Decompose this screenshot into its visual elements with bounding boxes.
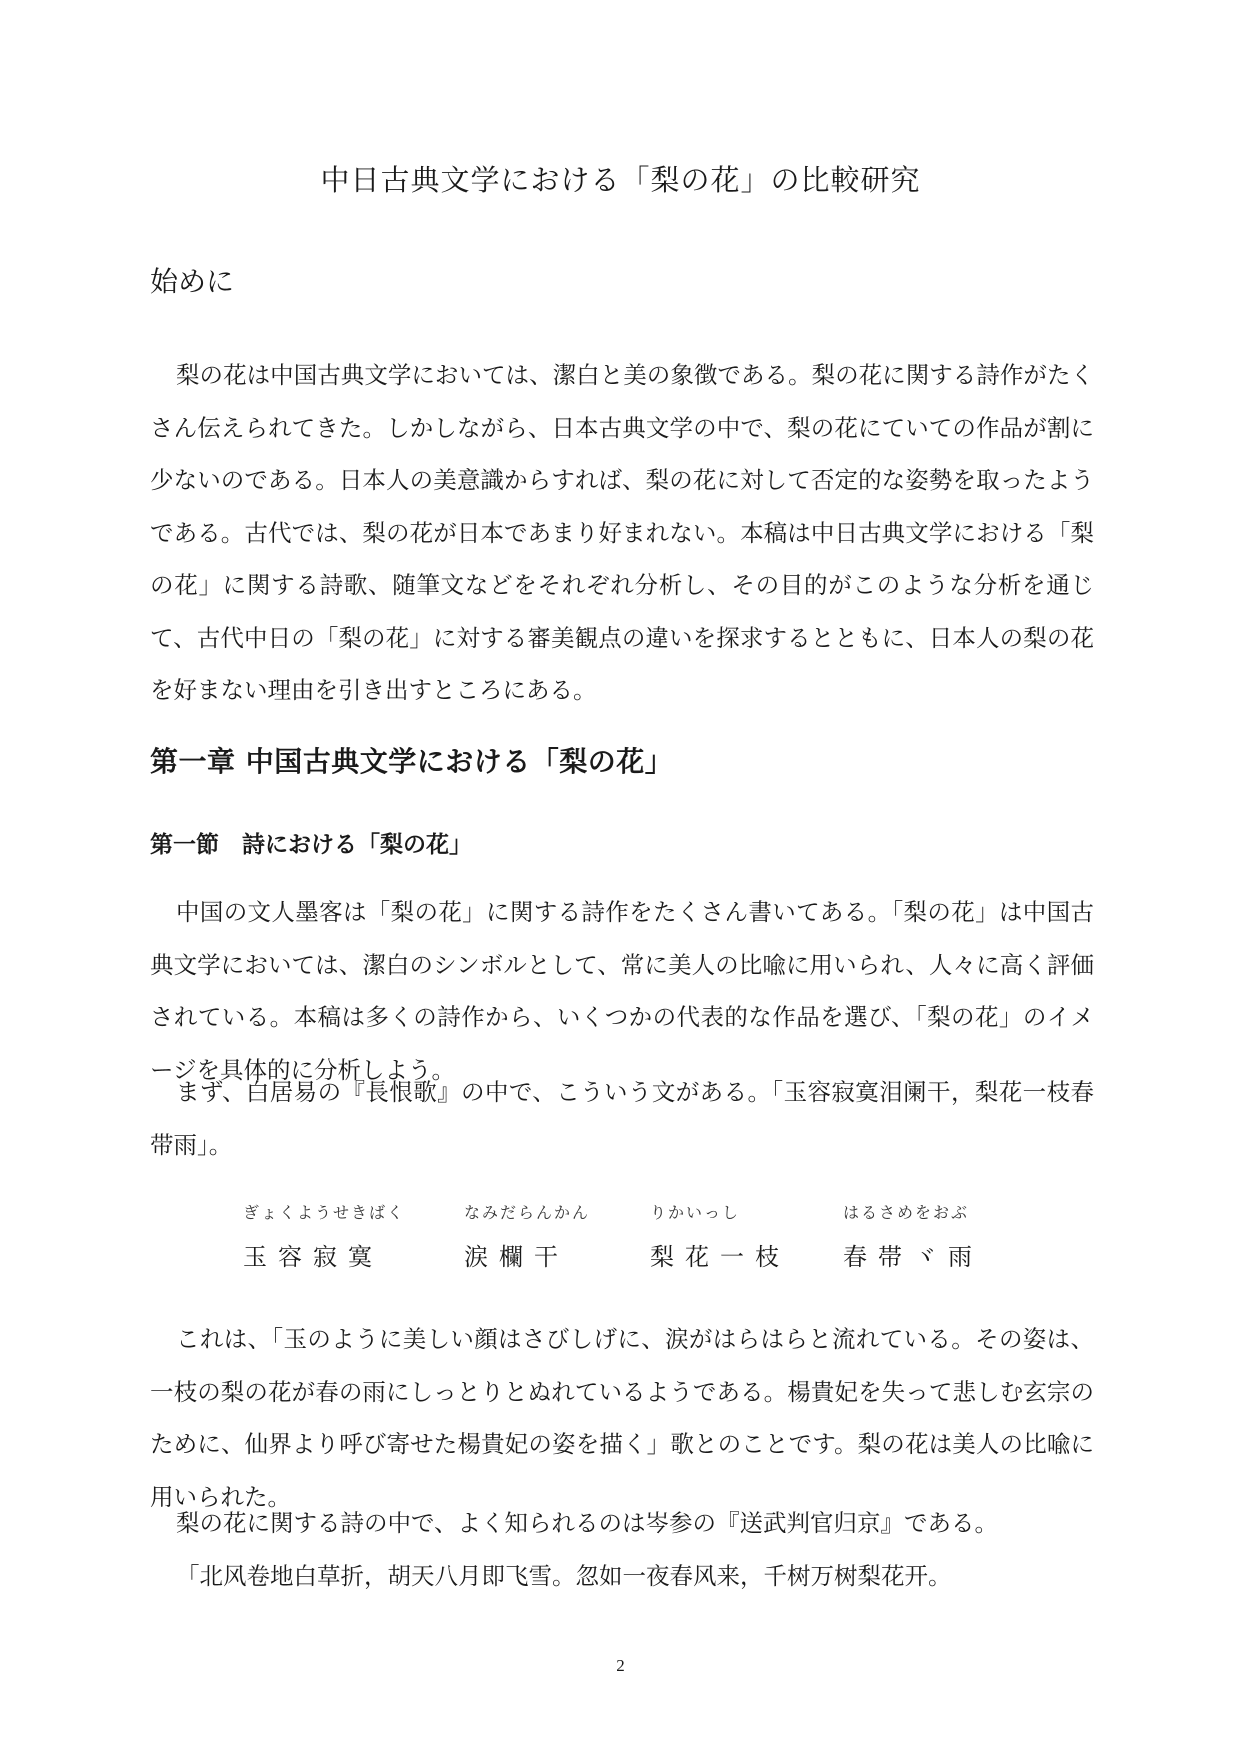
section-paragraph-3: これは、「玉のように美しい顔はさびしげに、涙がはらはらと流れている。その姿は、一枝の梨の花が春の雨にしっとりとぬれているようである。楊貴妃を失って悲しむ玄宗のために、仙界より呼び寄せた楊貴妃の姿を描く」歌とのことです。梨の花は美人の比喩に用いられた。 <box>150 1325 1094 1511</box>
section-heading: 第一節 詩における「梨の花」 <box>150 832 472 858</box>
page-title: 中日古典文学における「梨の花」の比較研究 <box>320 163 921 197</box>
ruby-base-text: 涙欄干 <box>464 1243 569 1271</box>
intro-heading: 始めに <box>150 265 235 298</box>
ruby-group <box>843 1200 983 1272</box>
section-paragraph-5: 「北风卷地白草折，胡天八月即飞雪。忽如一夜春风来，千树万树梨花开。 <box>176 1562 952 1590</box>
section-paragraph-4: 梨の花に関する詩の中で、よく知られるのは岑参の『送武判官归京』である。 <box>176 1509 999 1537</box>
section-paragraph-2: まず、白居易の『長恨歌』の中で、こういう文がある。「玉容寂寞泪阑干，梨花一枝春带雨」。 <box>150 1078 1094 1159</box>
page-number: 2 <box>616 1656 625 1675</box>
intro-paragraph: 梨の花は中国古典文学においては、潔白と美の象徴である。梨の花に関する詩作がたくさん伝えられてきた。しかしながら、日本古典文学の中で、梨の花にていての作品が割に少ないのである。日本人の美意識からすれば、梨の花に対して否定的な姿勢を取ったようである。古代では、梨の花が日本であまり好まれない。本稿は中日古典文学における「梨の花」に関する詩歌、随筆文などをそれぞれ分析し、その目的がこのような分析を通じて、古代中日の「梨の花」に対する審美観点の違いを探求するとともに、日本人の梨の花を好まない理由を引き出すところにある。 <box>150 361 1094 704</box>
ruby-verse <box>0 1200 1241 1270</box>
ruby-reading: はるさめをおぶ <box>843 1203 970 1222</box>
ruby-base-text: 梨花一枝 <box>650 1243 790 1271</box>
ruby-reading: なみだらんかん <box>464 1203 591 1222</box>
ruby-base-text: 玉容寂寞 <box>243 1243 383 1271</box>
section-paragraph-1: 中国の文人墨客は「梨の花」に関する詩作をたくさん書いてある。「梨の花」は中国古典文学においては、潔白のシンボルとして、常に美人の比喩に用いられ、人々に高く評価されている。本稿は多くの詩作から、いくつかの代表的な作品を選び、「梨の花」のイメージを具体的に分析しよう。 <box>150 898 1094 1084</box>
ruby-reading: ぎょくようせきばく <box>243 1203 406 1222</box>
ruby-group <box>243 1200 405 1272</box>
ruby-group <box>650 1200 790 1272</box>
chapter-heading: 第一章 中国古典文学における「梨の花」 <box>150 745 674 778</box>
ruby-group <box>464 1200 590 1272</box>
ruby-base-text: 春帯ヾ雨 <box>843 1243 983 1271</box>
ruby-reading: りかいっし <box>650 1203 741 1222</box>
